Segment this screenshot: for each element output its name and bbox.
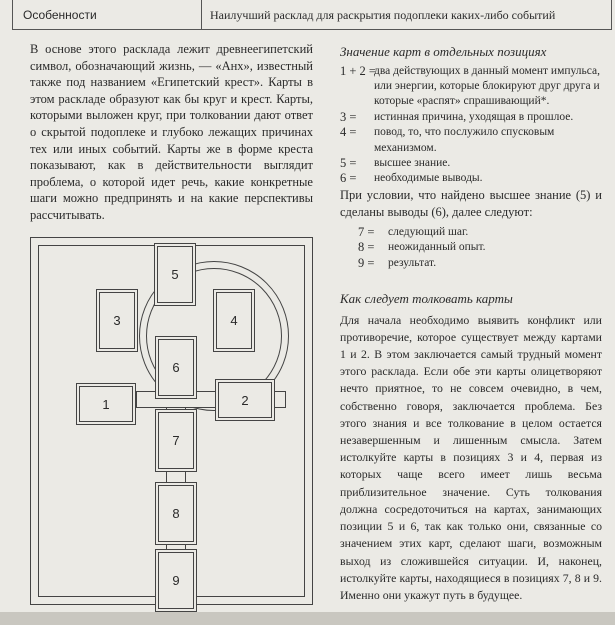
positions-list [340, 64, 602, 187]
card-3 [96, 289, 138, 352]
step-text: следующий шаг. [388, 225, 469, 238]
position-key: 4 = [340, 125, 357, 140]
step-key: 9 = [358, 255, 375, 270]
card-8 [155, 482, 197, 545]
card-2-label: 2 [241, 392, 249, 408]
header-value: Наилучший расклад для раскрытия подоплеки каких-либо событий [210, 8, 556, 22]
header-label: Особенности [13, 0, 202, 29]
card-1 [76, 383, 136, 425]
position-key: 3 = [340, 109, 357, 124]
steps-list [340, 225, 602, 271]
positions-heading: Значение карт в отдельных позициях [340, 44, 547, 59]
step-item [340, 225, 602, 240]
intro-paragraph: В основе этого расклада лежит древнеегипетский символ, обозначающий жизнь, — «Анх», известный также под названием «Египетский крест». Карты в этом раскладе образуют как бы круг и крест. Карты, которыми выложен круг, при толковании дают ответ о скрытой подоплеке и глубоко лежащих причинах тех или иных событий. Карты же в форме креста показывают, как в действительности выглядит проблема, о которой идет речь, какие конкретные шаги можно предпринять и на какие перспективы рассчитывать. [30, 42, 313, 222]
step-item [340, 240, 602, 255]
card-7-label: 7 [172, 433, 180, 448]
position-item [340, 156, 602, 171]
interpretation-paragraph: Для начала необходимо выявить конфликт или противоречие, которое существует между картами 1 и 2. В этом заключается самый трудный момент этого расклада. Если обе эти карты олицетворяют нечто приятное, то не совсем очевидно, в чем, собственно говоря, заключается проблема. Без этого знания и все толкование в целом остается незавершенным и лишенным смысла. Затем истолкуйте карты в позициях 3 и 4, первая из которых чаще всего имеет лишь весьма приблизительное значение. Суть толкования должна сосредоточиться на картах, занимающих позиции 5 и 6, так как только они, связанные со значением этих карт, сделают шаги, возможным выход из сложившейся ситуации. И, наконец, истолкуйте карты, находящиеся в позициях 7, 8 и 9. Именно они укажут путь в будущее. [340, 312, 602, 602]
position-text: необходимые выводы. [374, 172, 483, 185]
position-text: два действующих в данный момент импульса, или энергии, которые блокируют друг друга и которые «распят» спрашивающий*. [374, 64, 600, 108]
card-5-label: 5 [171, 267, 179, 282]
card-1-label: 1 [102, 396, 110, 412]
position-item [340, 125, 602, 156]
card-4 [213, 289, 255, 352]
header-table [12, 0, 612, 30]
position-text: высшее знание. [374, 157, 451, 170]
card-4-label: 4 [230, 313, 238, 328]
card-2 [215, 379, 275, 421]
card-6 [155, 336, 197, 399]
step-text: результат. [388, 256, 437, 269]
step-key: 8 = [358, 240, 375, 255]
page-bottom-edge [0, 612, 615, 625]
card-3-label: 3 [113, 313, 121, 328]
position-text: истинная причина, уходящая в прошлое. [374, 110, 574, 123]
card-8-label: 8 [172, 506, 180, 521]
position-key: 1 + 2 = [340, 63, 376, 78]
position-key: 6 = [340, 171, 357, 186]
interpretation-heading: Как следует толковать карты [340, 291, 513, 307]
step-item [340, 256, 602, 271]
card-9-label: 9 [172, 573, 180, 588]
card-9 [155, 549, 197, 612]
position-text: повод, то, что послужило спусковым механизмом. [374, 126, 555, 154]
condition-paragraph: При условии, что найдено высшее знание (5) и сделаны выводы (6), далее следуют: [340, 187, 602, 219]
step-key: 7 = [358, 224, 375, 239]
position-item [340, 110, 602, 125]
meaning-column [340, 44, 602, 604]
intro-column [30, 41, 313, 224]
card-5 [154, 243, 196, 306]
card-6-label: 6 [172, 360, 180, 375]
card-7 [155, 409, 197, 472]
position-item [340, 171, 602, 186]
step-text: неожиданный опыт. [388, 241, 486, 254]
position-key: 5 = [340, 156, 357, 171]
position-item [340, 64, 602, 110]
